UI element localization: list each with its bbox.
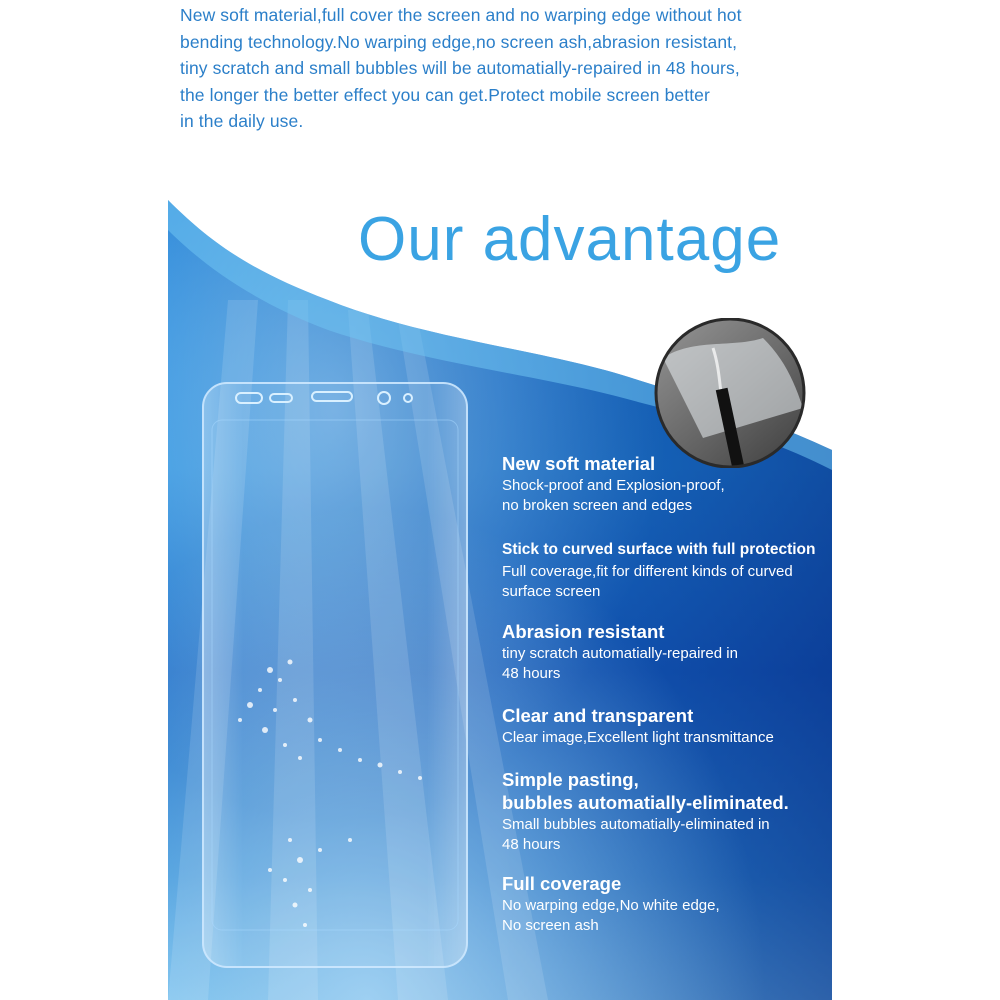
intro-paragraph <box>180 2 840 135</box>
feature-description-line: Clear image,Excellent light transmittance <box>502 729 774 746</box>
feature-heading-line: New soft material <box>502 453 656 474</box>
feature-heading-line: Simple pasting, <box>502 769 639 790</box>
feature-item <box>502 704 832 748</box>
feature-heading-line: Stick to curved surface with full protection <box>502 541 816 558</box>
feature-heading <box>502 872 832 895</box>
feature-description <box>502 728 832 748</box>
feature-description-line: 48 hours <box>502 835 561 853</box>
film-closeup-image <box>643 318 817 468</box>
feature-item <box>502 538 832 601</box>
feature-description-line: tiny scratch automatially-repaired in <box>502 645 738 662</box>
feature-item <box>502 768 832 854</box>
feature-description-line: surface screen <box>502 582 601 600</box>
feature-description-line: Small bubbles automatially-eliminated in <box>502 816 770 833</box>
intro-line: in the daily use. <box>180 111 304 131</box>
feature-heading-line: Full coverage <box>502 873 622 894</box>
feature-item <box>502 452 832 515</box>
intro-line: the longer the better effect you can get.Protect mobile screen better <box>180 84 710 105</box>
intro-line: bending technology.No warping edge,no screen ash,abrasion resistant, <box>180 31 738 52</box>
feature-heading <box>502 620 832 643</box>
feature-description <box>502 476 832 515</box>
feature-heading <box>502 538 832 561</box>
feature-description-line: No warping edge,No white edge, <box>502 897 720 914</box>
feature-description-line: Full coverage,fit for different kinds of curved <box>502 563 793 580</box>
feature-item <box>502 872 832 935</box>
advantage-title: Our advantage <box>358 205 782 274</box>
feature-description-line: Shock-proof and Explosion-proof, <box>502 477 725 494</box>
feature-heading <box>502 452 832 475</box>
feature-description-line: no broken screen and edges <box>502 496 693 514</box>
intro-line: tiny scratch and small bubbles will be automatially-repaired in 48 hours, <box>180 58 740 78</box>
feature-description <box>502 896 832 935</box>
feature-heading-line: bubbles automatially-eliminated. <box>502 792 789 813</box>
feature-heading <box>502 768 832 814</box>
feature-description-line: No screen ash <box>502 916 599 934</box>
feature-item <box>502 620 832 683</box>
feature-description <box>502 815 832 854</box>
feature-heading-line: Abrasion resistant <box>502 621 665 642</box>
feature-description <box>502 644 832 683</box>
feature-description-line: 48 hours <box>502 664 561 682</box>
feature-heading-line: Clear and transparent <box>502 705 694 726</box>
feature-description <box>502 562 832 601</box>
feature-heading <box>502 704 832 727</box>
intro-line: New soft material,full cover the screen and no warping edge without hot <box>180 5 742 25</box>
phone-screen-protector <box>200 380 470 970</box>
